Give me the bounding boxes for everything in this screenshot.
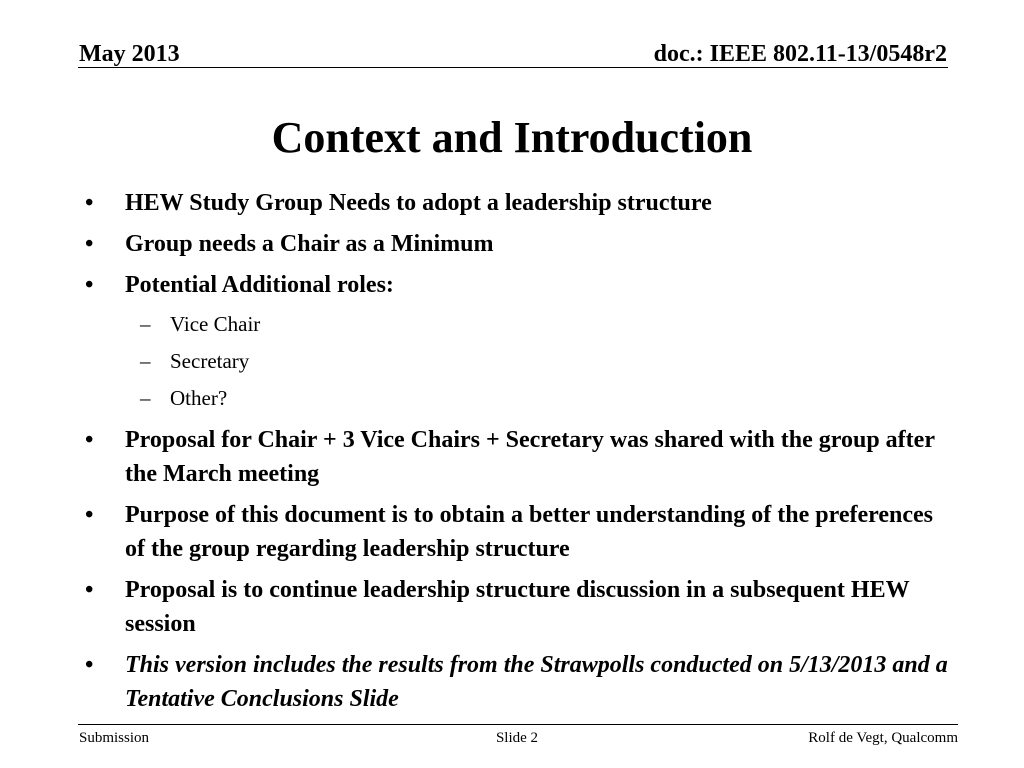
bullet-text: Potential Additional roles: <box>125 272 394 298</box>
sub-bullet-text: Other? <box>170 386 228 410</box>
bullet-item <box>85 573 955 641</box>
sub-bullet-item <box>85 346 955 376</box>
bullet-mark: • <box>85 190 94 216</box>
slide-title: Context and Introduction <box>271 113 753 162</box>
bullet-item <box>85 423 955 491</box>
footer-author: Rolf de Vegt, Qualcomm <box>808 730 958 746</box>
header-doc-id: doc.: IEEE 802.11-13/0548r2 <box>653 41 947 67</box>
bullet-item <box>85 498 955 566</box>
bullet-text: Proposal for Chair + 3 Vice Chairs + Secretary was shared with the group after the March meeting <box>125 427 935 487</box>
sub-bullet-item <box>85 309 955 339</box>
bullet-list <box>85 186 955 723</box>
bullet-mark: • <box>85 231 94 257</box>
bullet-item <box>85 186 955 220</box>
bullet-mark: • <box>85 272 94 298</box>
bullet-mark: • <box>85 577 94 603</box>
bullet-text: HEW Study Group Needs to adopt a leadership structure <box>125 190 712 216</box>
bullet-text: Group needs a Chair as a Minimum <box>125 231 494 257</box>
footer-divider <box>78 724 958 725</box>
bullet-mark: • <box>85 652 94 678</box>
sub-bullet-item <box>85 383 955 413</box>
sub-bullet-mark: – <box>140 312 151 336</box>
bullet-item <box>85 648 955 716</box>
header-date: May 2013 <box>79 41 180 67</box>
bullet-mark: • <box>85 502 94 528</box>
bullet-text: Proposal is to continue leadership structure discussion in a subsequent HEW session <box>125 577 910 637</box>
bullet-item <box>85 268 955 302</box>
bullet-mark: • <box>85 427 94 453</box>
header-divider <box>78 67 948 68</box>
bullet-text: Purpose of this document is to obtain a better understanding of the preferences of the group regarding leadership structure <box>125 502 933 562</box>
footer-submission: Submission <box>79 730 150 746</box>
sub-bullet-mark: – <box>140 349 151 373</box>
bullet-text: This version includes the results from the Strawpolls conducted on 5/13/2013 and a Tentative Conclusions Slide <box>125 652 948 712</box>
footer-slide-number: Slide 2 <box>495 730 539 746</box>
sub-bullet-text: Secretary <box>170 349 250 373</box>
sub-bullet-mark: – <box>140 386 151 410</box>
bullet-item <box>85 227 955 261</box>
sub-bullet-text: Vice Chair <box>170 312 261 336</box>
